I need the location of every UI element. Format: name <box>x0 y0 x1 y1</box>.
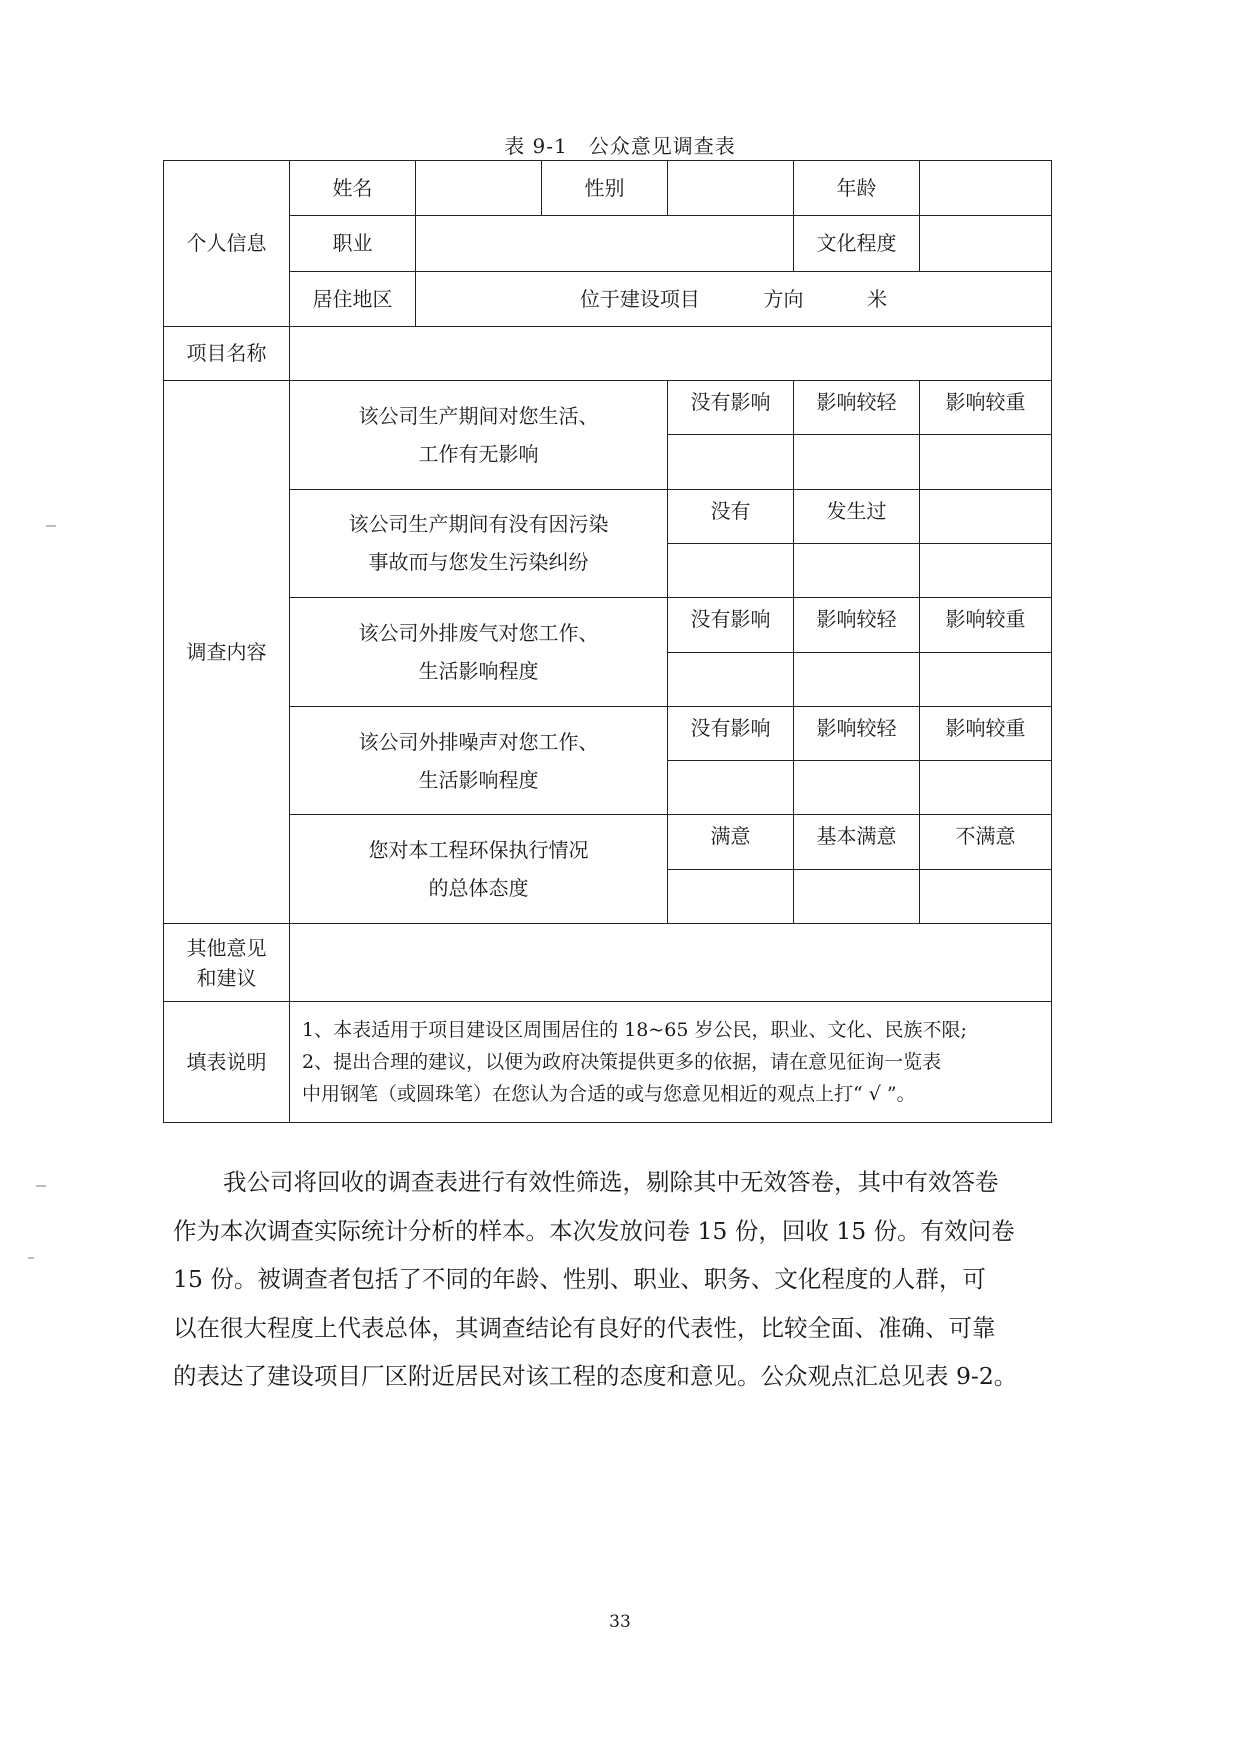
option-label: 影响较轻 <box>794 381 920 435</box>
answer-checkbox-cell[interactable] <box>920 435 1052 489</box>
name-label: 姓名 <box>290 161 416 216</box>
answer-checkbox-cell[interactable] <box>668 869 794 923</box>
public-opinion-survey-table <box>163 160 1052 1123</box>
answer-checkbox-cell[interactable] <box>668 761 794 815</box>
survey-question: 您对本工程环保执行情况 的总体态度 <box>290 815 668 924</box>
paragraph-line: 作为本次调查实际统计分析的样本。本次发放问卷 15 份，回收 15 份。有效问卷 <box>173 1216 1015 1245</box>
education-label: 文化程度 <box>794 216 920 271</box>
option-label: 影响较轻 <box>794 706 920 760</box>
answer-checkbox-cell[interactable] <box>794 652 920 706</box>
scan-speck <box>36 1185 46 1187</box>
option-label: 影响较重 <box>920 598 1052 652</box>
option-label: 没有 <box>668 489 794 543</box>
answer-checkbox-cell[interactable] <box>668 435 794 489</box>
scan-speck <box>46 525 56 527</box>
age-label: 年龄 <box>794 161 920 216</box>
residence-location-field[interactable]: 位于建设项目 方向 米 <box>416 271 1052 326</box>
option-label: 没有影响 <box>668 598 794 652</box>
option-label: 影响较重 <box>920 706 1052 760</box>
answer-checkbox-cell[interactable] <box>794 869 920 923</box>
residence-label: 居住地区 <box>290 271 416 326</box>
project-name-label: 项目名称 <box>164 326 290 380</box>
gender-label: 性别 <box>542 161 668 216</box>
table-caption: 表 9-1 公众意见调查表 <box>504 134 736 158</box>
project-name-field[interactable] <box>290 326 1052 380</box>
education-field[interactable] <box>920 216 1052 271</box>
survey-question: 该公司生产期间有没有因污染 事故而与您发生污染纠纷 <box>290 489 668 598</box>
option-label: 影响较轻 <box>794 598 920 652</box>
survey-question: 该公司外排噪声对您工作、 生活影响程度 <box>290 706 668 815</box>
answer-checkbox-cell[interactable] <box>920 652 1052 706</box>
other-opinions-label: 其他意见 和建议 <box>164 923 290 1001</box>
option-label: 基本满意 <box>794 815 920 869</box>
scan-speck <box>28 1257 34 1259</box>
answer-checkbox-cell[interactable] <box>920 761 1052 815</box>
summary-paragraph <box>173 1158 1053 1401</box>
age-field[interactable] <box>920 161 1052 216</box>
occupation-label: 职业 <box>290 216 416 271</box>
page-number: 33 <box>609 1612 631 1632</box>
answer-checkbox-cell[interactable] <box>668 543 794 597</box>
paragraph-line: 15 份。被调查者包括了不同的年龄、性别、职业、职务、文化程度的人群，可 <box>173 1265 986 1293</box>
other-opinions-field[interactable] <box>290 923 1052 1001</box>
personal-info-label: 个人信息 <box>164 161 290 327</box>
option-label: 没有影响 <box>668 706 794 760</box>
answer-checkbox-cell[interactable] <box>794 761 920 815</box>
option-label: 发生过 <box>794 489 920 543</box>
instructions-text: 1、本表适用于项目建设区周围居住的 18~65 岁公民，职业、文化、民族不限; 2、提出合理的建议，以便为政府决策提供更多的依据，请在意见征询一览表 中用钢笔（或圆珠笔）在您认为合适的或与您意见相近的观点上打“ √ ”。 <box>290 1002 1052 1123</box>
survey-question: 该公司生产期间对您生活、 工作有无影响 <box>290 381 668 490</box>
survey-question: 该公司外排废气对您工作、 生活影响程度 <box>290 598 668 707</box>
instructions-label: 填表说明 <box>164 1002 290 1123</box>
answer-checkbox-cell[interactable] <box>920 543 1052 597</box>
paragraph-line: 的表达了建设项目厂区附近居民对该工程的态度和意见。公众观点汇总见表 9-2。 <box>173 1362 1018 1390</box>
name-field[interactable] <box>416 161 542 216</box>
answer-checkbox-cell[interactable] <box>794 435 920 489</box>
option-label: 不满意 <box>920 815 1052 869</box>
occupation-field[interactable] <box>416 216 794 271</box>
answer-checkbox-cell[interactable] <box>794 543 920 597</box>
answer-checkbox-cell[interactable] <box>668 652 794 706</box>
survey-content-label: 调查内容 <box>164 381 290 924</box>
option-label: 影响较重 <box>920 381 1052 435</box>
option-label: 没有影响 <box>668 381 794 435</box>
paragraph-line: 以在很大程度上代表总体，其调查结论有良好的代表性，比较全面、准确、可靠 <box>173 1313 996 1342</box>
paragraph-line: 我公司将回收的调查表进行有效性筛选，剔除其中无效答卷，其中有效答卷 <box>223 1168 999 1196</box>
gender-field[interactable] <box>668 161 794 216</box>
option-label <box>920 489 1052 543</box>
option-label: 满意 <box>668 815 794 869</box>
answer-checkbox-cell[interactable] <box>920 869 1052 923</box>
